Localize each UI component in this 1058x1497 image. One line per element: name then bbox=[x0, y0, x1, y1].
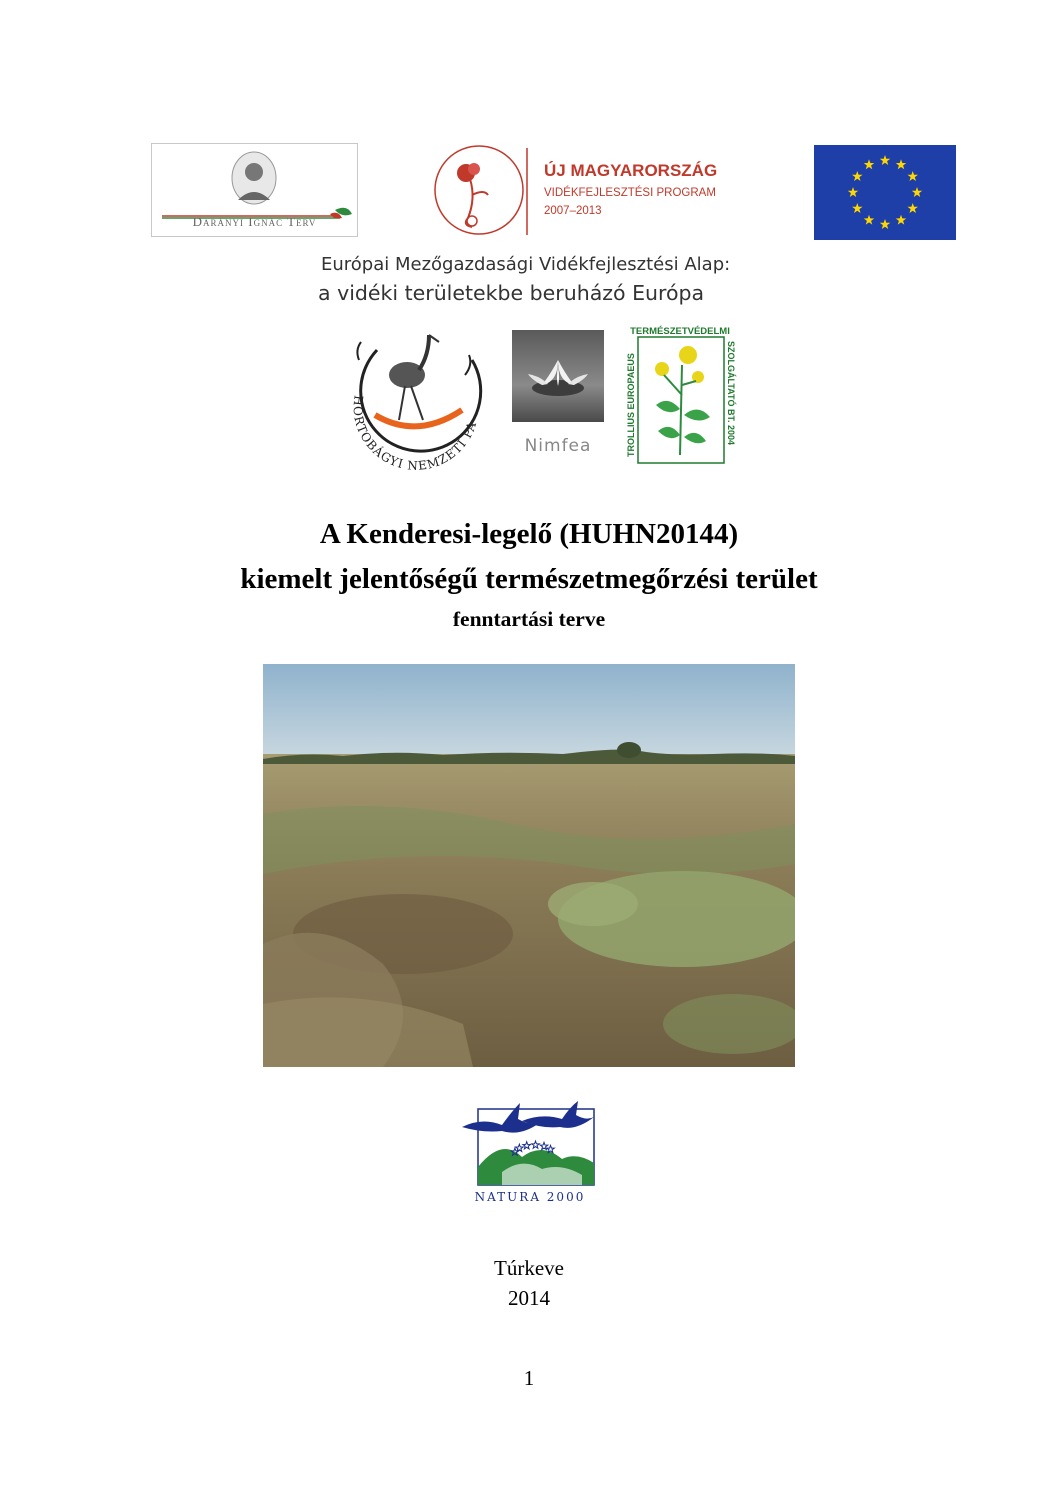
document-title-line2: kiemelt jelentőségű természetmegőrzési terület bbox=[240, 563, 818, 595]
nimfea-text: Nimfea bbox=[524, 436, 592, 456]
eu-star bbox=[864, 215, 874, 225]
year: 2014 bbox=[508, 1286, 550, 1310]
termeszetvedelmi-logo bbox=[622, 325, 738, 465]
eu-star bbox=[848, 187, 858, 197]
eu-star bbox=[907, 171, 917, 181]
landscape-image bbox=[263, 664, 795, 1067]
daranyi-ignac-terv-logo bbox=[151, 143, 358, 237]
natura-2000-logo bbox=[462, 1097, 598, 1205]
ujm-title: ÚJ MAGYARORSZÁG bbox=[544, 161, 718, 180]
document-subtitle: fenntartási terve bbox=[452, 607, 606, 631]
emva-line2: a vidéki területekbe beruházó Európa bbox=[318, 281, 705, 305]
eu-star bbox=[880, 155, 890, 165]
document-title-line1: A Kenderesi-legelő (HUHN20144) bbox=[319, 518, 739, 550]
crane-icon bbox=[337, 320, 495, 480]
hortobagyi-nemzeti-park-logo bbox=[337, 320, 495, 480]
page-number: 1 bbox=[523, 1366, 535, 1390]
tesz-left-text: TROLLIUS EUROPAEUS bbox=[626, 353, 636, 457]
eu-star bbox=[912, 187, 922, 197]
nimfea-logo bbox=[512, 330, 604, 463]
emva-line1: Európai Mezőgazdasági Vidékfejlesztési Alap: bbox=[321, 254, 731, 275]
eu-flag bbox=[814, 145, 956, 240]
ujm-subtitle: VIDÉKFEJLESZTÉSI PROGRAM bbox=[544, 187, 716, 199]
uj-magyarorszag-logo bbox=[432, 143, 737, 238]
grassland-photo bbox=[263, 664, 795, 1067]
flower-icon bbox=[432, 143, 542, 238]
natura-birds-icon bbox=[462, 1097, 598, 1205]
tesz-right-text: SZOLGÁLTATÓ BT. 2004 bbox=[726, 341, 736, 446]
water-lily-icon bbox=[512, 330, 604, 422]
ujm-years: 2007–2013 bbox=[544, 205, 602, 217]
city: Túrkeve bbox=[494, 1256, 564, 1280]
eu-star bbox=[880, 219, 890, 229]
daranyi-text: Darányi Ignác Terv bbox=[192, 214, 317, 229]
eu-star bbox=[896, 159, 906, 169]
eu-star bbox=[896, 215, 906, 225]
eu-star bbox=[907, 203, 917, 213]
eu-star bbox=[852, 203, 862, 213]
eu-star bbox=[864, 159, 874, 169]
eu-stars-icon bbox=[814, 145, 956, 240]
eu-star bbox=[852, 171, 862, 181]
water-lily-photo bbox=[512, 330, 604, 422]
natura-text: NATURA 2000 bbox=[474, 1190, 586, 1204]
trollius-icon bbox=[622, 325, 738, 465]
hnp-text: HORTOBÁGYI NEMZETI PA bbox=[350, 394, 480, 473]
tesz-top-text: TERMÉSZETVÉDELMI bbox=[630, 326, 730, 337]
